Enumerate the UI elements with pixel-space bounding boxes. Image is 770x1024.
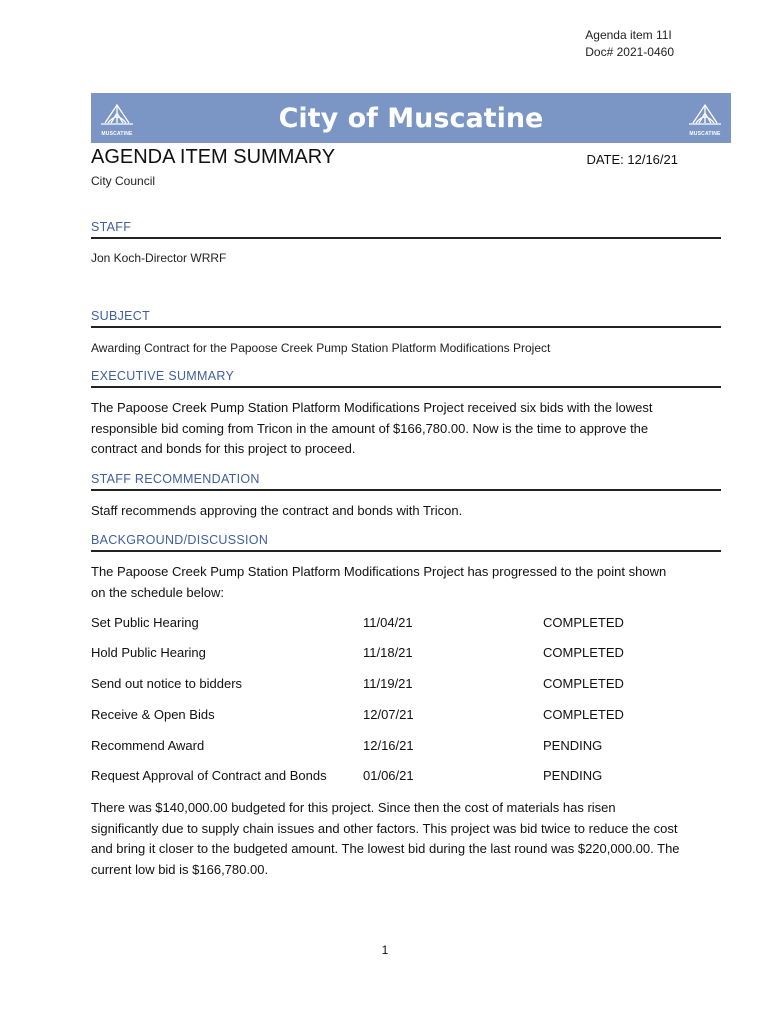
schedule-task: Set Public Hearing [91,615,199,630]
schedule-row [91,615,711,635]
staff-recommendation-heading: STAFF RECOMMENDATION [91,472,721,491]
banner-title: City of Muscatine [278,102,544,134]
document-reference [585,27,674,61]
schedule-row [91,676,711,696]
schedule-task: Send out notice to bidders [91,676,243,691]
page-title: AGENDA ITEM SUMMARY [91,146,336,168]
schedule-status: PENDING [543,768,603,783]
schedule-status: COMPLETED [543,707,624,722]
governing-body: City Council [91,174,156,188]
schedule-task: Request Approval of Contract and Bonds [91,768,327,783]
schedule-status: COMPLETED [543,615,624,630]
page-number: 1 [381,943,389,957]
schedule-row [91,707,711,727]
logo-text-left: MUSCATINE [101,131,133,137]
agenda-item-number: Agenda item 11I [585,28,672,42]
schedule-task: Receive & Open Bids [91,707,215,722]
background-closing: There was $140,000.00 budgeted for this project. Since then the cost of materials has risen significantly due to supply chain issues and other factors. This project was bid twice to reduce the cost and bring it closer to the budgeted amount. The lowest bid during the last round was $220,000.00. The current low bid is $166,780.00. [91,800,680,877]
schedule-status: PENDING [543,738,603,753]
background-intro: The Papoose Creek Pump Station Platform Modifications Project has progressed to the point shown on the schedule below: [91,564,667,600]
subject-heading: SUBJECT [91,309,721,328]
schedule-date: 01/06/21 [363,768,414,783]
schedule-row [91,645,711,665]
subject-text: Awarding Contract for the Papoose Creek Pump Station Platform Modifications Project [91,341,551,355]
schedule-date: 12/16/21 [363,738,414,753]
schedule-date: 11/18/21 [363,645,413,660]
staff-recommendation-text: Staff recommends approving the contract and bonds with Tricon. [91,503,463,518]
staff-name: Jon Koch-Director WRRF [91,251,227,265]
schedule-row [91,738,711,758]
background-heading: BACKGROUND/DISCUSSION [91,533,721,552]
schedule-status: COMPLETED [543,645,624,660]
staff-heading: STAFF [91,220,721,239]
schedule-task: Hold Public Hearing [91,645,206,660]
city-banner [91,93,731,143]
schedule-status: COMPLETED [543,676,624,691]
schedule-task: Recommend Award [91,738,205,753]
logo-text-right: MUSCATINE [689,131,721,137]
city-logo-icon [685,97,725,139]
city-logo-icon [97,97,137,139]
executive-summary-heading: EXECUTIVE SUMMARY [91,369,721,388]
executive-summary-text: The Papoose Creek Pump Station Platform Modifications Project received six bids with the lowest responsible bid coming from Tricon in the amount of $166,780.00. Now is the time to approve the contract and bonds for this project to proceed. [91,400,653,456]
document-date: DATE: 12/16/21 [586,152,678,167]
doc-number: Doc# 2021-0460 [585,45,674,59]
schedule-date: 11/19/21 [363,676,413,691]
schedule-date: 12/07/21 [363,707,414,722]
schedule-date: 11/04/21 [363,615,413,630]
schedule-row [91,768,711,788]
